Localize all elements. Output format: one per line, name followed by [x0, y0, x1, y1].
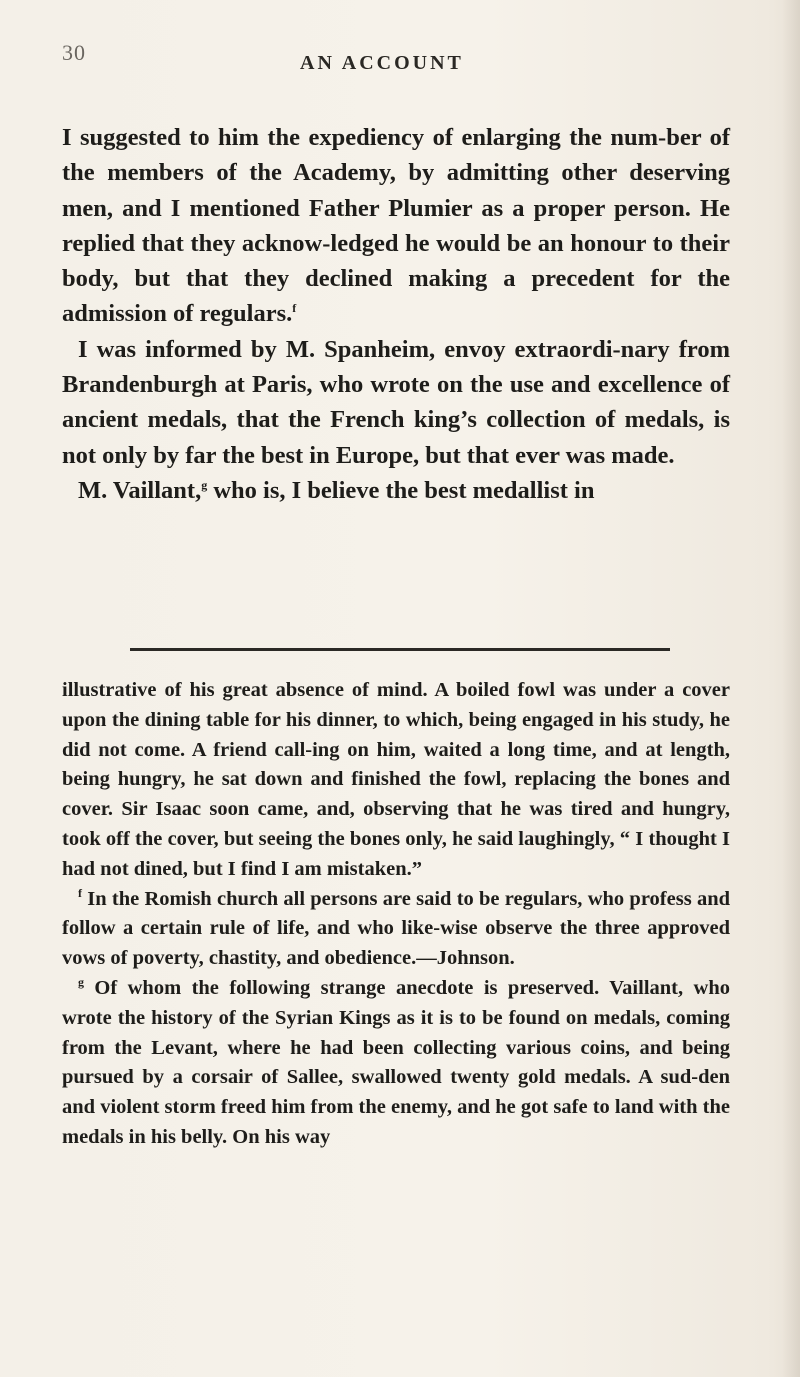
footnote-f-text: In the Romish church all persons are said to be regulars, who profess and follow a certain rule of life, and who like-wise observe the three approved vows of poverty, chastity, and obedience.—Johnson. — [62, 887, 730, 970]
paragraph-1-text: I suggested to him the expediency of enlarging the num-ber of the members of the Academy, by admitting other deserving men, and I mentioned Father Plumier as a proper person. He replied that they acknow-ledged he would be an honour to their body, but that they declined making a precedent for the admission of regulars. — [62, 124, 730, 328]
paragraph-3-text-b: who is, I believe the best medallist in — [207, 476, 595, 504]
footnotes — [62, 676, 730, 1153]
footnote-g-text: Of whom the following strange anecdote is preserved. Vaillant, who wrote the history of the Syrian Kings as it is to be found on medals, coming from the Levant, where he had been collecting various coins, and being pursued by a corsair of Sallee, swallowed twenty gold medals. A sud-den and violent storm freed him from the enemy, and he got safe to land with the medals in his belly. On his way — [62, 976, 730, 1148]
footnote-continued: illustrative of his great absence of mind. A boiled fowl was under a cover upon the dining table for his dinner, to which, being engaged in his study, he did not come. A friend call-ing on him, waited a long time, and at length, being hungry, he sat down and finished the fowl, replacing the bones and cover. Sir Isaac soon came, and, observing that he was tired and hungry, took off the cover, but seeing the bones only, he said laughingly, “ I thought I had not dined, but I find I am mistaken.” — [62, 679, 730, 880]
page-edge-shadow — [782, 0, 800, 1377]
running-head: AN ACCOUNT — [300, 52, 464, 74]
footnote-marker-f: f — [78, 885, 82, 900]
paragraph-3 — [62, 473, 730, 508]
paragraph-3-text-a: M. Vaillant, — [78, 476, 202, 504]
footnote-divider — [130, 648, 670, 651]
page-number: 30 — [62, 40, 86, 65]
footnote-marker-g: g — [78, 975, 84, 990]
footnote-ref-g: g — [201, 477, 208, 492]
paragraph-2 — [62, 332, 730, 473]
footnote-ref-f: f — [292, 301, 297, 316]
paragraph-1 — [62, 120, 730, 332]
main-text — [62, 120, 730, 508]
footnote-f — [62, 885, 730, 974]
paragraph-2-text: I was informed by M. Spanheim, envoy extraordi-nary from Brandenburgh at Paris, who wrote on the use and excellence of ancient medals, that the French king’s collection of medals, is not only by far the best in Europe, but that ever was made. — [62, 335, 730, 469]
footnote-g — [62, 974, 730, 1153]
